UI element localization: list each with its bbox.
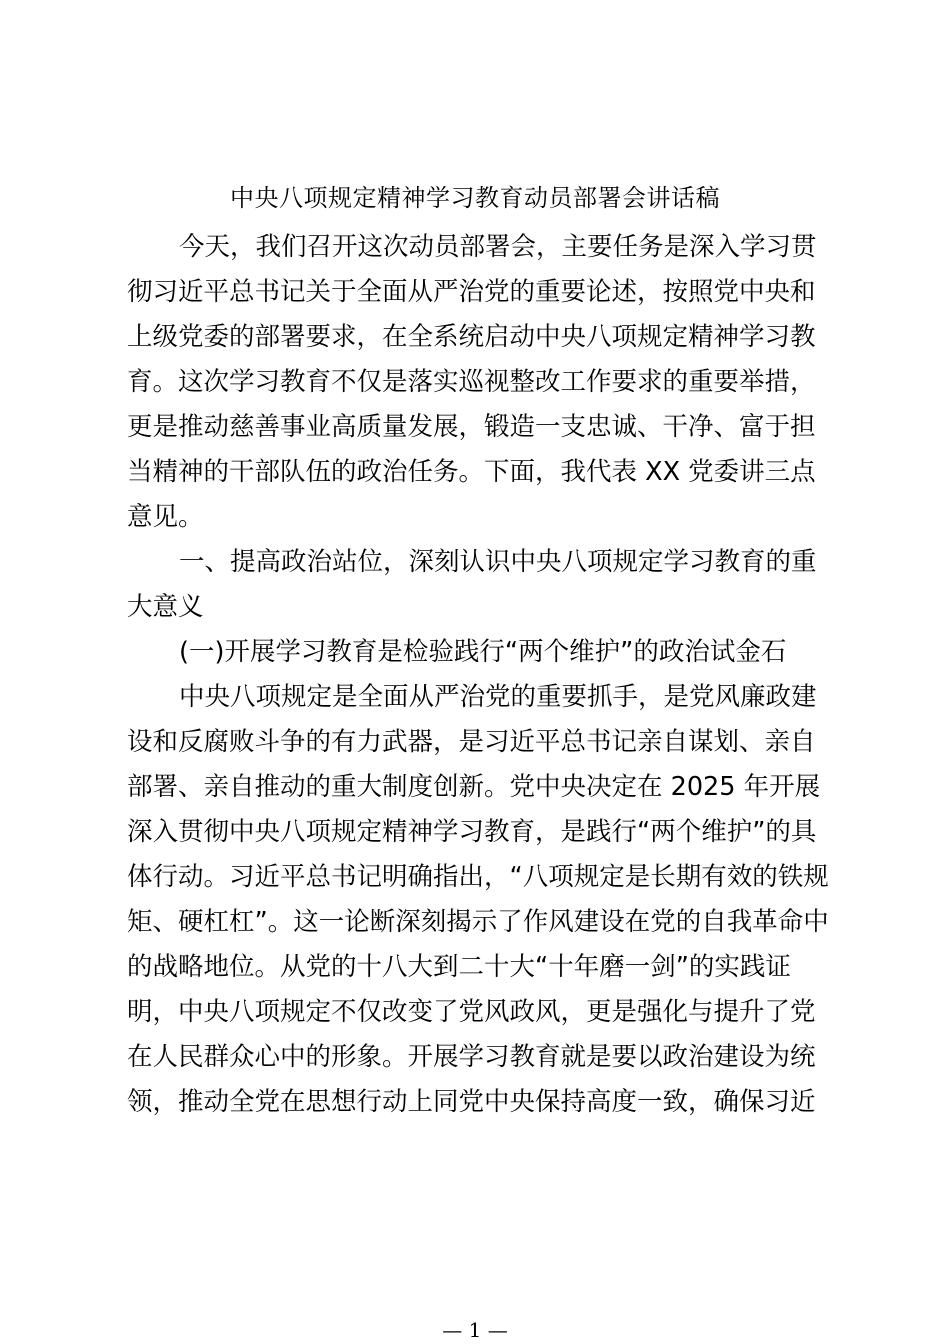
page-number: — 1 — [442,1318,508,1342]
text-line: 部署、亲自推动的重大制度创新。党中央决定在 2025 年开展 [127,772,821,802]
section-heading-line: 一、提高政治站位，深刻认识中央八项规定学习教育的重 [179,547,817,577]
subsection-heading: (一)开展学习教育是检验践行“两个维护”的政治试金石 [179,637,787,667]
text-line: 育。这次学习教育不仅是落实巡视整改工作要求的重要举措， [127,367,816,397]
text-line: 设和反腐败斗争的有力武器，是习近平总书记亲自谋划、亲自 [127,727,816,757]
text-line: 明，中央八项规定不仅改变了党风政风，更是强化与提升了党 [127,997,816,1027]
text-line: 深入贯彻中央八项规定精神学习教育，是践行“两个维护”的具 [127,817,817,847]
text-line: 矩、硬杠杠”。这一论断深刻揭示了作风建设在党的自我革命中 [127,907,829,937]
document-body [127,225,832,1125]
text-line: 中央八项规定是全面从严治党的重要抓手，是党风廉政建 [179,682,817,712]
text-line: 体行动。习近平总书记明确指出，“八项规定是长期有效的铁规 [127,862,829,892]
text-line: 彻习近平总书记关于全面从严治党的重要论述，按照党中央和 [127,277,816,307]
section-heading-line: 大意义 [127,592,204,622]
text-line: 领，推动全党在思想行动上同党中央保持高度一致，确保习近 [127,1087,816,1117]
text-line: 的战略地位。从党的十八大到二十大“十年磨一剑”的实践证 [127,952,791,982]
text-line: 今天，我们召开这次动员部署会，主要任务是深入学习贯 [179,232,817,262]
text-line: 上级党委的部署要求，在全系统启动中央八项规定精神学习教 [127,322,816,352]
text-line: 意见。 [127,502,204,532]
text-line: 当精神的干部队伍的政治任务。下面，我代表 XX 党委讲三点 [127,457,816,487]
text-line: 更是推动慈善事业高质量发展，锻造一支忠诚、干净、富于担 [127,412,816,442]
text-line: 在人民群众心中的形象。开展学习教育就是要以政治建设为统 [127,1042,816,1072]
document-title: 中央八项规定精神学习教育动员部署会讲话稿 [230,184,720,212]
